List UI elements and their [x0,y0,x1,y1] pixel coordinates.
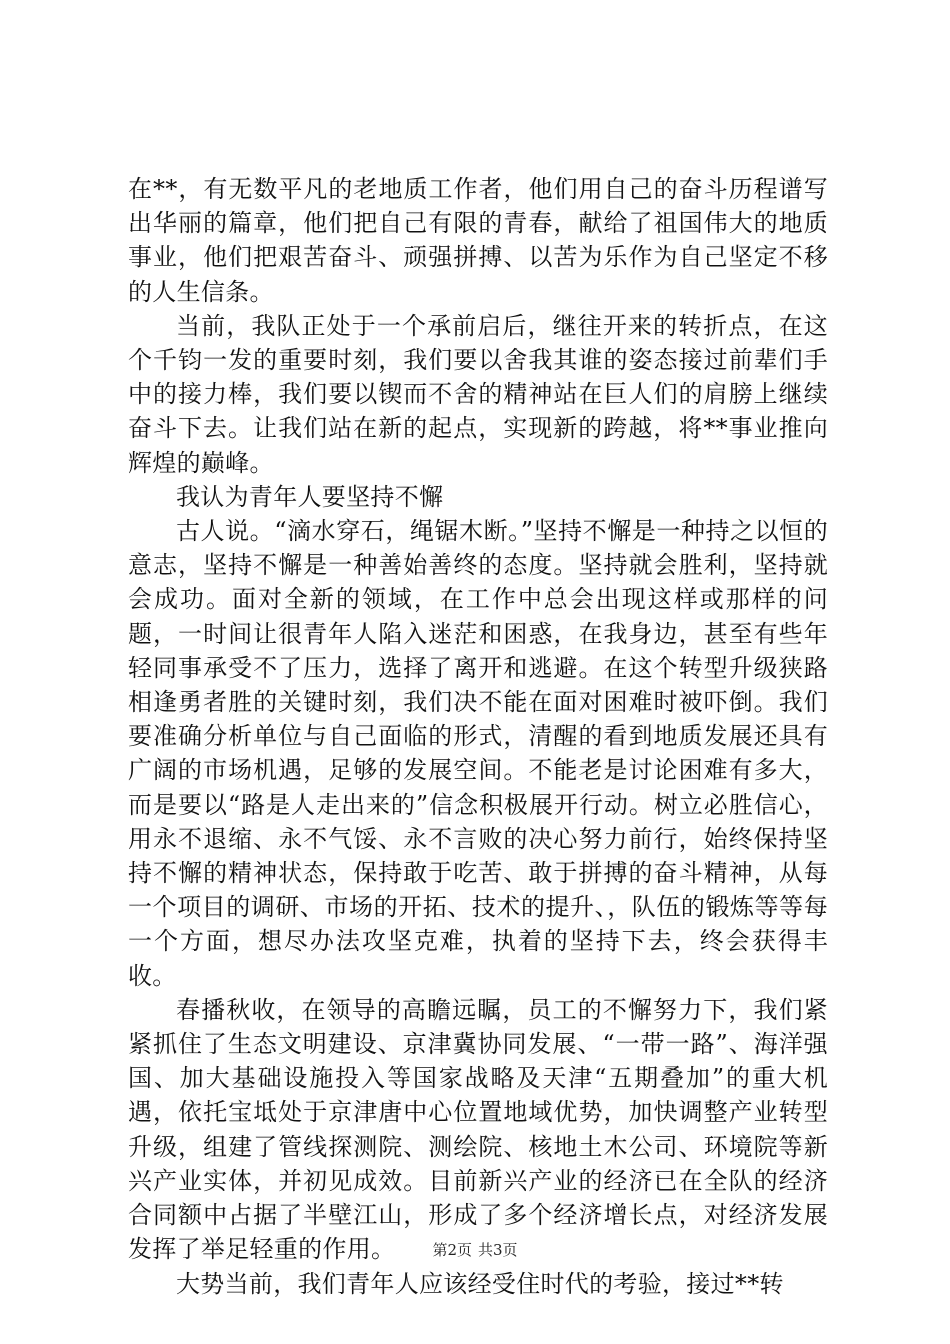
section-heading: 我认为青年人要坚持不懈 [176,482,444,511]
paragraph-6: 大势当前，我们青年人应该经受住时代的考验，接过**转 [176,1269,784,1298]
paragraph-1: 在**，有无数平凡的老地质工作者，他们用自己的奋斗历程谱写出华丽的篇章，他们把自己有限的青春，献给了祖国伟大的地质事业，他们把艰苦奋斗、顽强拼搏、以苦为乐作为自己坚定不移的人生信条。 [128,175,828,306]
paragraph-5: 春播秋收，在领导的高瞻远瞩，员工的不懈努力下，我们紧紧抓住了生态文明建设、京津冀协同发展、“一带一路”、海洋强国、加大基础设施投入等国家战略及天津“五期叠加”的重大机遇，依托宝坻处于京津唐中心位置地域优势，加快调整产业转型升级，组建了管线探测院、测绘院、核地土木公司、环境院等新兴产业实体，并初见成效。目前新兴产业的经济已在全队的经济合同额中占据了半壁江山，形成了多个经济增长点，对经济发展发挥了举足轻重的作用。 [128,995,828,1264]
paragraph-2: 当前，我队正处于一个承前启后，继往开来的转折点，在这个千钧一发的重要时刻，我们要以舍我其谁的姿态接过前辈们手中的接力棒，我们要以锲而不舍的精神站在巨人们的肩膀上继续奋斗下去。让我们站在新的起点，实现新的跨越，将**事业推向辉煌的巅峰。 [128,311,828,477]
paragraph-4: 古人说。“滴水穿石，绳锯木断。”坚持不懈是一种持之以恒的意志，坚持不懈是一种善始善终的态度。坚持就会胜利，坚持就会成功。面对全新的领域，在工作中总会出现这样或那样的问题，一时间让很青年人陷入迷茫和困惑，在我身边，甚至有些年轻同事承受不了压力，选择了离开和逃避。在这个转型升级狭路相逢勇者胜的关键时刻，我们决不能在面对困难时被吓倒。我们要准确分析单位与自己面临的形式，清醒的看到地质发展还具有广阔的市场机遇，足够的发展空间。不能老是讨论困难有多大，而是要以“路是人走出来的”信念积极展开行动。树立必胜信心，用永不退缩、永不气馁、永不言败的决心努力前行，始终保持坚持不懈的精神状态，保持敢于吃苦、敢于拼搏的奋斗精神，从每一个项目的调研、市场的开拓、技术的提升、，队伍的锻炼等等每一个方面，想尽办法攻坚克难，执着的坚持下去，终会获得丰收。 [128,517,828,990]
document-body [128,172,828,1301]
page-total: 共3页 [478,1241,518,1259]
page-footer [0,1240,950,1260]
page-number: 第2页 [432,1241,472,1259]
